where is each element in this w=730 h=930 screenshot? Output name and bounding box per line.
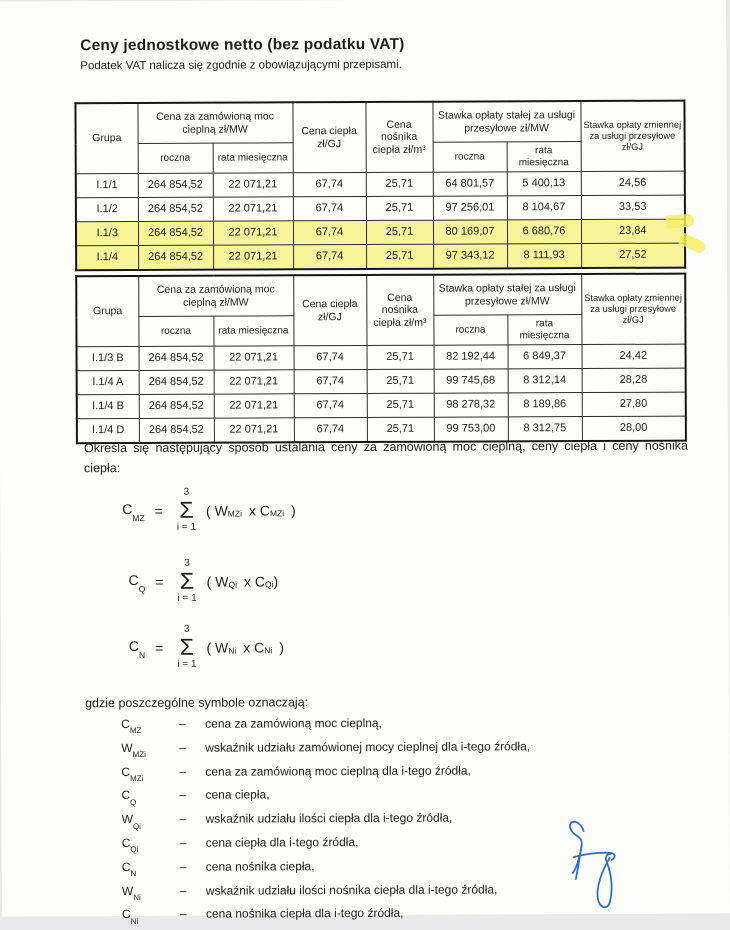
cell-value: 22 071,21 [213, 221, 293, 245]
cell-value: 97 343,12 [433, 244, 507, 269]
cell-value: 22 071,21 [214, 418, 294, 443]
col-header-stawka-zmienna: Stawka opłaty zmiennej za usługi przesyłowe zł/GJ [581, 274, 685, 345]
cell-value: 24,56 [581, 171, 685, 195]
table-row [77, 392, 686, 419]
cell-value: 264 854,52 [138, 221, 213, 245]
cell-value: 8 312,75 [508, 417, 582, 442]
legend-symbol: $C_Q$ [121, 788, 137, 807]
legend-item: $C_{MZi}$ – cena za zamówioną moc cieplną dla i-tego źródła, [121, 760, 681, 786]
cell-value: 264 854,52 [139, 394, 214, 418]
subcol-roczna: roczna [433, 142, 507, 172]
formula-cmz [122, 486, 296, 534]
cell-grupa: I.1/4 [76, 245, 138, 270]
col-header-moc-cieplna: Cena za zamówioną moc cieplną zł/MW [137, 102, 292, 143]
sigma-sum: 3 Σ i = 1 [177, 557, 197, 604]
page-title: Ceny jednostkowe netto (bez podatku VAT) [80, 35, 405, 55]
col-header-stawka-stala: Stawka opłaty stałej za usługi przesyłowe zł/MW [433, 274, 581, 315]
col-header-cena-nosnika: Cena nośnika ciepła zł/m³ [365, 102, 432, 173]
legend-description: cena nośnika ciepła dla i-tego źródła, [205, 906, 404, 922]
cell-value: 27,52 [581, 243, 685, 268]
page-subtitle: Podatek VAT nalicza się zgodnie z obowiązującymi przepisami. [80, 58, 402, 73]
cell-value: 25,71 [366, 220, 433, 244]
col-header-cena-ciepla: Cena ciepła zł/GJ [292, 102, 365, 173]
col-header-stawka-zmienna: Stawka opłaty zmiennej za usługi przesyłowe zł/GJ [580, 101, 684, 172]
table-row-highlighted [76, 219, 685, 246]
legend-item: $W_{Qi}$ – wskaźnik udziału ilości ciepła dla i-tego źródła, [122, 808, 682, 834]
cell-value: 25,71 [367, 369, 434, 393]
cell-value: 25,71 [367, 417, 434, 442]
cell-value: 82 192,44 [434, 345, 508, 369]
legend-description: cena za zamówioną moc cieplną, [205, 715, 382, 731]
equals-sign: = [155, 639, 164, 656]
cell-grupa: I.1/3 [76, 221, 138, 245]
cell-value: 8 189,86 [508, 393, 582, 417]
sigma-sum: 3 Σ i = 1 [176, 486, 197, 533]
cell-value: 67,74 [293, 196, 366, 220]
cell-grupa: I.1/4 B [77, 394, 139, 418]
legend-description: wskaźnik udziału zamówionej mocy cieplnej dla i-tego źródła, [205, 739, 531, 755]
formula-lhs: $C_{MZ}$ [122, 501, 145, 523]
col-header-grupa: Grupa [76, 276, 138, 347]
cell-value: 264 854,52 [139, 370, 214, 394]
legend-item: $C_{Ni}$ – cena nośnika ciepła dla i-tego źródła, [122, 903, 682, 929]
formula-body: ( W $_{MZi}$ x C $_{MZi}$ ) [205, 501, 296, 519]
cell-value: 23,84 [581, 219, 685, 243]
cell-value: 5 400,13 [507, 172, 581, 196]
formula-lhs: $C_N$ [128, 638, 146, 660]
formula-body: ( W $_{Ni}$ x C $_{Ni}$ ) [206, 638, 285, 656]
formula-cn [129, 623, 284, 671]
legend-symbol: $C_{MZi}$ [121, 764, 144, 784]
legend-description: cena za zamówioną moc cieplną dla i-tego źródła, [205, 763, 471, 779]
legend-symbol: $W_{MZi}$ [121, 740, 146, 760]
legend-symbol: $C_{Ni}$ [121, 907, 139, 926]
cell-value: 67,74 [293, 220, 366, 244]
legend-description: wskaźnik udziału ilości ciepła dla i-tego źródła, [205, 810, 453, 826]
legend-item: $W_{MZi}$ – wskaźnik udziału zamówionej mocy cieplnej dla i-tego źródła, [121, 736, 681, 762]
legend-item: $C_Q$ – cena ciepła, [121, 784, 681, 810]
cell-value: 28,28 [582, 368, 686, 392]
cell-grupa: I.1/4 A [77, 370, 139, 394]
subcol-roczna: roczna [138, 316, 213, 346]
cell-value: 25,71 [366, 196, 433, 220]
cell-value: 67,74 [294, 369, 367, 393]
legend-symbol: $C_{MZ}$ [121, 717, 142, 736]
highlighter-stroke-tail [666, 214, 695, 229]
subcol-rata: rata miesięczna [507, 142, 581, 172]
cell-value: 264 854,52 [139, 346, 214, 370]
cell-value: 28,00 [582, 416, 686, 441]
cell-grupa: I.1/4 D [77, 418, 139, 443]
cell-value: 25,71 [367, 393, 434, 417]
legend-symbol: $W_{Ni}$ [121, 883, 141, 902]
formula-lhs: $C_Q$ [128, 572, 146, 594]
col-header-cena-ciepla: Cena ciepła zł/GJ [293, 275, 366, 346]
legend-item: $W_{Ni}$ – wskaźnik udziału ilości nośnika ciepła dla i-tego źródła, [122, 879, 682, 905]
cell-value: 8 111,93 [507, 244, 581, 269]
legend-description: cena ciepła, [205, 787, 270, 803]
legend-intro: gdzie poszczególne symbole oznaczają: [85, 695, 309, 711]
cell-value: 22 071,21 [214, 370, 294, 394]
cell-value: 22 071,21 [213, 173, 293, 197]
legend-description: cena nośnika ciepła, [205, 859, 315, 874]
subcol-roczna: roczna [138, 143, 213, 173]
legend-symbol: $C_N$ [121, 859, 137, 879]
cell-value: 27,80 [582, 392, 686, 416]
cell-value: 22 071,21 [213, 245, 293, 270]
cell-value: 67,74 [293, 172, 366, 196]
legend-symbol: $W_{Qi}$ [121, 812, 141, 831]
cell-value: 264 854,52 [139, 418, 214, 443]
legend-item: $C_{Qi}$ – cena ciepła dla i-tego źródła, [122, 832, 682, 858]
legend-symbol: $C_{Qi}$ [121, 836, 139, 855]
cell-value: 22 071,21 [214, 346, 294, 370]
price-table-lower [75, 273, 687, 445]
col-header-grupa: Grupa [75, 103, 137, 174]
cell-value: 80 169,07 [433, 220, 507, 244]
subcol-roczna: roczna [433, 315, 507, 345]
cell-value: 99 753,00 [434, 417, 508, 442]
subcol-rata: rata miesięczna [213, 143, 293, 173]
legend-description: wskaźnik udziału ilości nośnika ciepła dla i-tego źródła, [205, 882, 498, 898]
cell-value: 6 680,76 [507, 220, 581, 244]
cell-value: 67,74 [294, 393, 367, 417]
cell-grupa: I.1/3 B [77, 346, 139, 370]
cell-value: 25,71 [366, 244, 433, 269]
legend-description: cena ciepła dla i-tego źródła, [205, 835, 359, 850]
cell-value: 97 256,01 [433, 196, 507, 220]
formula-cq [128, 557, 278, 605]
equals-sign: = [155, 573, 164, 590]
cell-value: 25,71 [367, 345, 434, 369]
cell-value: 98 278,32 [434, 393, 508, 417]
cell-value: 8 104,67 [507, 196, 581, 220]
cell-value: 33,53 [581, 195, 685, 219]
table-row [77, 344, 686, 371]
legend-item: $C_N$ – cena nośnika ciepła, [122, 855, 682, 881]
table-row [76, 195, 685, 222]
col-header-moc-cieplna: Cena za zamówioną moc cieplną zł/MW [138, 275, 293, 316]
cell-value: 67,74 [294, 417, 367, 442]
cell-value: 25,71 [366, 172, 433, 196]
subcol-rata: rata miesięczna [507, 315, 581, 345]
cell-value: 64 801,57 [433, 172, 507, 196]
legend-item: $C_{MZ}$ – cena za zamówioną moc cieplną, [121, 713, 681, 739]
signature-mark [547, 813, 657, 913]
cell-value: 24,42 [582, 344, 686, 368]
cell-value: 67,74 [293, 244, 366, 269]
cell-value: 264 854,52 [138, 245, 213, 270]
cell-value: 6 849,37 [508, 345, 582, 369]
table-row-highlighted [76, 243, 685, 270]
cell-value: 22 071,21 [214, 394, 294, 418]
cell-grupa: I.1/2 [76, 197, 138, 221]
cell-value: 22 071,21 [213, 197, 293, 221]
table-row [76, 171, 685, 198]
price-table-upper [74, 100, 686, 272]
cell-grupa: I.1/1 [76, 173, 138, 197]
cell-value: 67,74 [294, 345, 367, 369]
table-row [77, 368, 686, 395]
col-header-cena-nosnika: Cena nośnika ciepła zł/m³ [366, 275, 433, 346]
cell-value: 264 854,52 [138, 173, 213, 197]
formula-body: ( W $_{Qi}$ x C $_{Qi}$ ) [206, 572, 279, 590]
cell-value: 8 312,14 [508, 369, 582, 393]
col-header-stawka-stala: Stawka opłaty stałej za usługi przesyłowe zł/MW [432, 101, 580, 142]
cell-value: 99 745,68 [434, 369, 508, 393]
subcol-rata: rata miesięczna [213, 316, 293, 346]
cell-value: 264 854,52 [138, 197, 213, 221]
pricing-method-paragraph: Określa się następujący sposób ustalania ceny za zamówioną moc cieplną, ceny ciepła i ceny nośnika ciepła: [83, 438, 688, 475]
equals-sign: = [154, 502, 163, 519]
sigma-sum: 3 Σ i = 1 [177, 623, 197, 670]
